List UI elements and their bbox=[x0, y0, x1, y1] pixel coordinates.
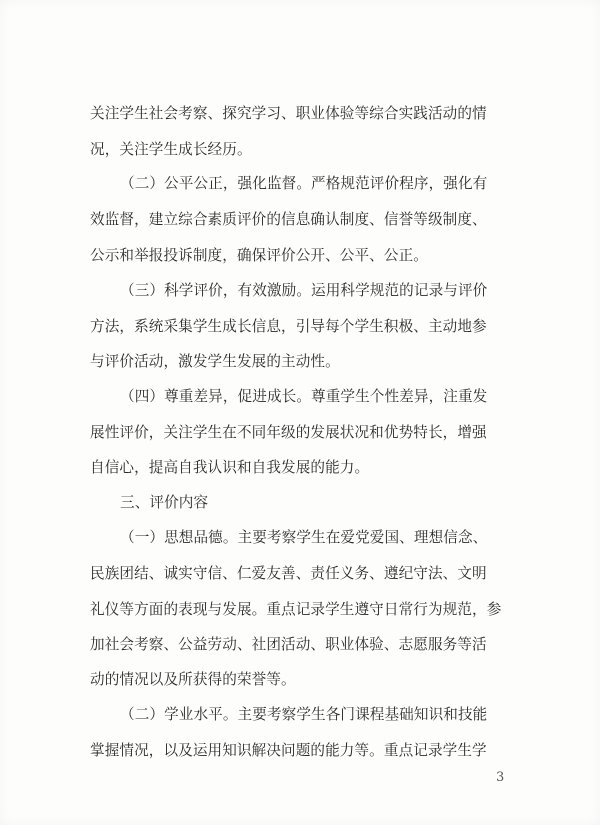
text-line: 民族团结、诚实守信、仁爱友善、责任义务、遵纪守法、文明 bbox=[90, 565, 487, 582]
section-paragraph-start: （一）思想品德。主要考察学生在爱党爱国、理想信念、 bbox=[120, 529, 488, 546]
section-paragraph-start: （二）学业水平。主要考察学生各门课程基础知识和技能 bbox=[120, 706, 488, 723]
text-line: 公示和举报投诉制度，确保评价公开、公平、公正。 bbox=[90, 247, 428, 264]
text-line: 加社会考察、公益劳动、社团活动、职业体验、志愿服务等活 bbox=[90, 636, 487, 653]
text-line: 掌握情况，以及运用知识解决问题的能力等。重点记录学生学 bbox=[90, 742, 487, 759]
text-line: 展性评价，关注学生在不同年级的发展状况和优势特长，增强 bbox=[90, 424, 487, 441]
text-line: 方法，系统采集学生成长信息，引导每个学生积极、主动地参 bbox=[90, 318, 487, 335]
text-line: 自信心，提高自我认识和自我发展的能力。 bbox=[90, 459, 370, 476]
section-paragraph-start: （二）公平公正，强化监督。严格规范评价程序，强化有 bbox=[120, 175, 488, 192]
text-line: 效监督，建立综合素质评价的信息确认制度、信誉等级制度、 bbox=[90, 211, 487, 228]
section-paragraph-start: （三）科学评价，有效激励。运用科学规范的记录与评价 bbox=[120, 282, 488, 299]
text-line: 动的情况以及所获得的荣誉等。 bbox=[90, 671, 296, 688]
page-number: 3 bbox=[496, 770, 505, 785]
text-line: 与评价活动，激发学生发展的主动性。 bbox=[90, 353, 340, 370]
text-line: 况，关注学生成长经历。 bbox=[90, 141, 252, 158]
section-heading: 三、评价内容 bbox=[120, 494, 209, 511]
text-line: 关注学生社会考察、探究学习、职业体验等综合实践活动的情 bbox=[90, 105, 487, 122]
text-line: 礼仪等方面的表现与发展。重点记录学生遵守日常行为规范，参 bbox=[90, 601, 502, 618]
section-paragraph-start: （四）尊重差异，促进成长。尊重学生个性差异，注重发 bbox=[120, 388, 488, 405]
